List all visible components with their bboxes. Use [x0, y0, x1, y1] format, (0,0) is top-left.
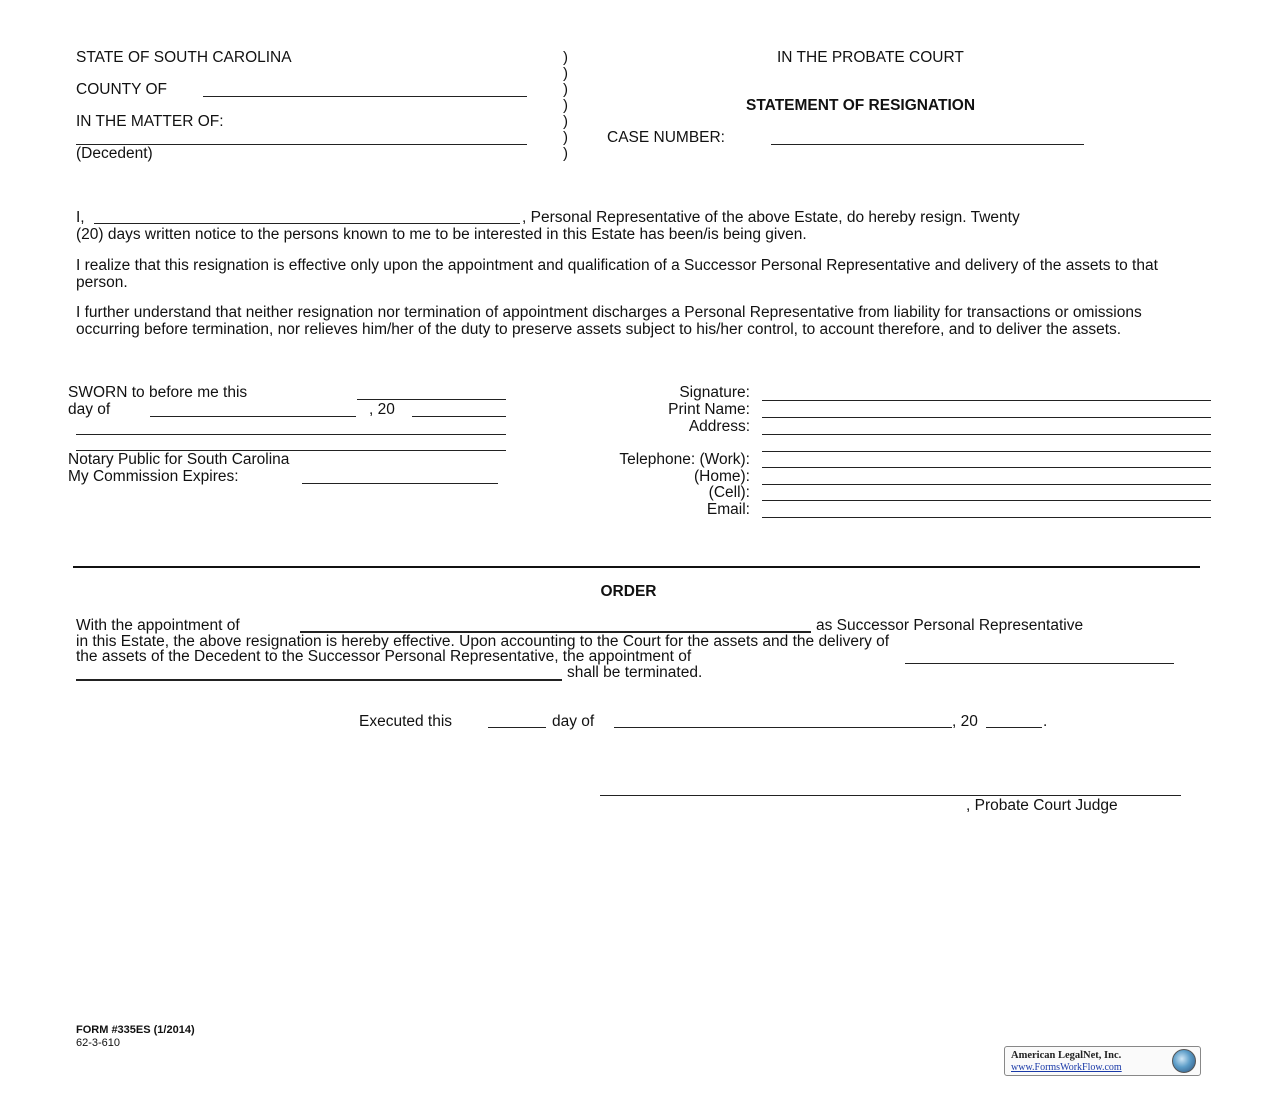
commission-label: My Commission Expires: [68, 468, 239, 485]
executed-month-field[interactable] [614, 727, 952, 728]
executed-year-field[interactable] [986, 727, 1042, 728]
judge-signature-field[interactable] [600, 795, 1181, 796]
signature-field[interactable] [762, 400, 1211, 401]
order-line3: the assets of the Decedent to the Successor Personal Representative, the appointment of [76, 648, 692, 665]
case-number-label: CASE NUMBER: [607, 129, 725, 146]
globe-icon [1172, 1049, 1196, 1073]
matter-label: IN THE MATTER OF: [76, 113, 224, 130]
executed-year-prefix: , 20 [952, 713, 978, 730]
notary-signature-line-1[interactable] [76, 434, 506, 435]
p1-line2: (20) days written notice to the persons known to me to be interested in this Estate has been/is being given. [76, 226, 807, 243]
email-label: Email: [706, 501, 750, 518]
print-name-field[interactable] [762, 417, 1211, 418]
case-number-field[interactable] [771, 144, 1084, 145]
telephone-cell-field[interactable] [762, 500, 1211, 501]
judge-label: , Probate Court Judge [966, 797, 1118, 814]
address-field-1[interactable] [762, 434, 1211, 435]
paren-3: ) [563, 81, 568, 98]
paren-5: ) [563, 113, 568, 130]
executed-day-of: day of [552, 713, 595, 730]
notary-public-label: Notary Public for South Carolina [68, 451, 290, 468]
logo-company-name: American LegalNet, Inc. [1011, 1050, 1122, 1061]
county-label: COUNTY OF [76, 81, 167, 98]
order-line1-start: With the appointment of [76, 617, 240, 634]
p1-rest: , Personal Representative of the above Estate, do hereby resign. Twenty [522, 209, 1020, 226]
email-field[interactable] [762, 517, 1211, 518]
statement-paragraph-3: I further understand that neither resignation nor termination of appointment discharges a Personal Representative from liability for transactions or omissions occurring before termination, nor relieves him/her of the duty to preserve assets subject to his/her control, to account therefore, and to deliver the assets. [76, 304, 1142, 338]
day-of-label: day of [68, 401, 111, 418]
county-field[interactable] [203, 96, 527, 97]
order-line2: in this Estate, the above resignation is hereby effective. Upon accounting to the Court for the assets and the delivery of [76, 633, 890, 650]
commission-expires-field[interactable] [302, 483, 498, 484]
telephone-cell-label: (Cell): [708, 484, 750, 501]
telephone-work-label: Telephone: (Work): [619, 451, 750, 468]
paren-6: ) [563, 129, 568, 146]
appointee-name-field-2[interactable] [76, 679, 562, 681]
statute-number: 62-3-610 [76, 1037, 121, 1049]
telephone-home-field[interactable] [762, 484, 1211, 485]
appointee-name-field-1[interactable] [905, 663, 1174, 664]
decedent-label: (Decedent) [76, 145, 153, 162]
sworn-label: SWORN to before me this [68, 384, 248, 401]
p1-start: I, [76, 209, 85, 226]
american-legalnet-logo[interactable] [1004, 1046, 1201, 1076]
executed-label: Executed this [359, 713, 453, 730]
year-prefix: , 20 [369, 401, 395, 418]
sworn-month-field[interactable] [150, 416, 356, 417]
order-line4: shall be terminated. [567, 664, 703, 681]
sworn-year-field[interactable] [412, 416, 506, 417]
paren-2: ) [563, 65, 568, 82]
order-line1-end: as Successor Personal Representative [816, 617, 1084, 634]
section-divider [73, 566, 1200, 568]
page-title: STATEMENT OF RESIGNATION [746, 97, 976, 114]
logo-url-link[interactable]: www.FormsWorkFlow.com [1011, 1062, 1122, 1073]
executed-day-field[interactable] [488, 727, 546, 728]
executed-period: . [1043, 713, 1048, 730]
print-name-label: Print Name: [668, 401, 750, 418]
paren-7: ) [563, 145, 568, 162]
form-number: FORM #335ES (1/2014) [76, 1024, 195, 1036]
order-title: ORDER [600, 583, 657, 600]
address-label: Address: [688, 418, 750, 435]
representative-name-field[interactable] [94, 223, 520, 224]
state-name: STATE OF SOUTH CAROLINA [76, 49, 292, 66]
telephone-work-field[interactable] [762, 467, 1211, 468]
paren-4: ) [563, 97, 568, 114]
signature-label: Signature: [679, 384, 750, 401]
sworn-day-field[interactable] [357, 399, 506, 400]
statement-paragraph-2: I realize that this resignation is effective only upon the appointment and qualification of a Successor Personal Representative and delivery of the assets to that person. [76, 257, 1158, 291]
paren-1: ) [563, 49, 568, 66]
telephone-home-label: (Home): [694, 468, 750, 485]
address-field-2[interactable] [762, 451, 1211, 452]
court-name: IN THE PROBATE COURT [777, 49, 964, 66]
